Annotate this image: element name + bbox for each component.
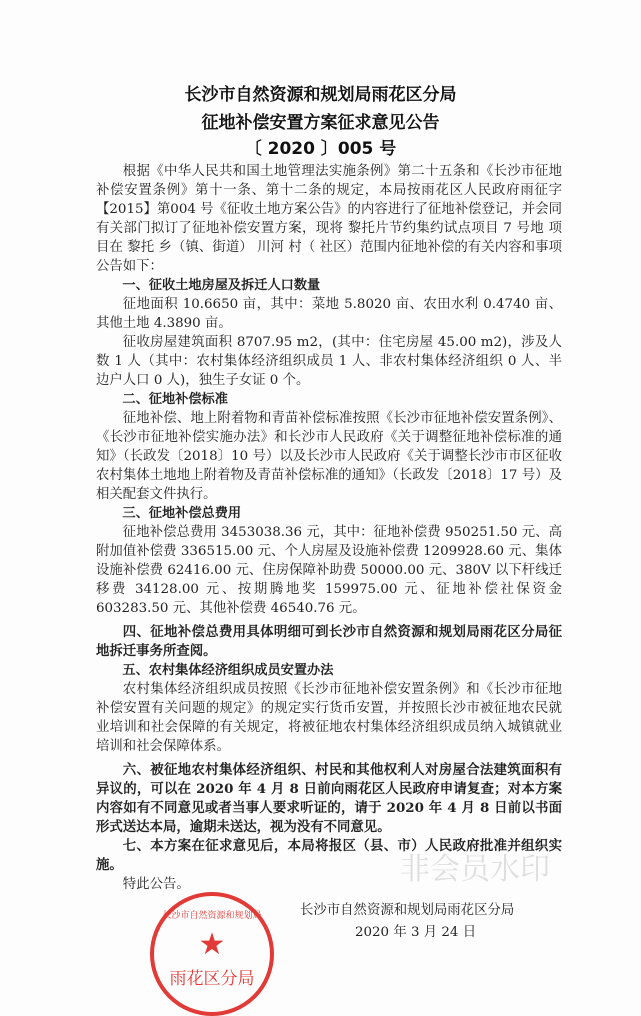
paragraph: 六、被征地农村集体经济组织、村民和其他权利人对房屋合法建筑面积有异议的，可以在 2020 年 4 月 8 日前向雨花区人民政府申请复查；对本方案内容如有不同意见或者当事人要求听证的，请于 2020 年 4 月 8 日前以书面形式送达本局，逾期未送达，视为没有不同意见。 (96, 762, 562, 835)
paragraph: 根据《中华人民共和国土地管理法实施条例》第二十五条和《长沙市征地补偿安置条例》第十一条、第十二条的规定，本局按雨花区人民政府雨征字【2015】第004 号《征收土地方案公告》的内容进行了征地补偿登记，并会同有关部门拟订了征地补偿安置方案，现将 黎托片节约集约试点项目 7 号地 项目在 黎托 乡（镇、街道） 川河 村（ 社区）范围内征地补偿的有关内容和事项公告如下： (96, 164, 562, 274)
paragraph: 征收房屋建筑面积 8707.95 m2，(其中：住宅房屋 45.00 m2)，涉及人数 1 人（其中：农村集体经济组织成员 1 人、非农村集体经济组织 0 人、半边户人口 0 人)，独生子女证 0 个。 (96, 335, 562, 388)
document-number: 〔 2020 〕005 号 (244, 139, 397, 159)
paragraph: 征地补偿总费用 3453038.36 元，其中：征地补偿费 950251.50 元、高附加值补偿费 336515.00 元、个人房屋及设施补偿费 1209928.60 元、集体设施补偿费 62416.00 元、住房保障补助费 50000.00 元、380V 以下杆线迁移费 34128.00 元、按期腾地奖 159975.00 元、征地补偿社保资金 603283.50 元、其他补偿费 46540.76 元。 (96, 525, 562, 616)
section-heading: 二、征地补偿标准 (122, 392, 228, 407)
title-line-2: 征地补偿安置方案征求意见公告 (201, 113, 440, 133)
paragraph: 特此公告。 (122, 877, 190, 892)
section-heading: 一、征收土地房屋及拆迁人口数量 (122, 278, 321, 293)
star-icon: ★ (198, 927, 226, 962)
paragraph: 七、本方案在征求意见后，本局将报区（县、市）人民政府批准并组织实施。 (96, 838, 562, 873)
document-body (96, 162, 562, 894)
title-line-1: 长沙市自然资源和规划局雨花区分局 (184, 85, 457, 105)
paragraph: 农村集体经济组织成员按照《长沙市征地补偿安置条例》和《长沙市征地补偿安置有关问题的规定》的规定实行货币安置，并按照长沙市被征地农民就业培训和社会保障的有关规定，将被征地农村集体经济组织成员纳入城镇就业培训和社会保障体系。 (96, 682, 562, 754)
seal-bottom-text: 雨花区分局 (169, 969, 255, 989)
signature-date: 2020 年 3 月 24 日 (355, 925, 477, 940)
watermark: 非会员水印 (400, 852, 550, 887)
section-heading: 三、征地补偿总费用 (122, 506, 242, 521)
signature-org: 长沙市自然资源和规划局雨花区分局 (300, 903, 515, 918)
paragraph: 四、征地补偿总费用具体明细可到长沙市自然资源和规划局雨花区分局征地拆迁事务所查阅。 (96, 624, 562, 659)
section-heading: 五、农村集体经济组织成员安置办法 (122, 663, 334, 678)
paragraph: 征地补偿、地上附着物和青苗补偿标准按照《长沙市征地补偿安置条例》、《长沙市征地补偿实施办法》和长沙市人民政府《关于调整征地补偿标准的通知》（长政发〔2018〕10 号）以及长沙市人民政府《关于调整长沙市市区征收农村集体土地地上附着物及青苗补偿标准的通知》（长政发〔2018〕17 号）及相关配套文件执行。 (96, 411, 562, 502)
paragraph: 征地面积 10.6650 亩，其中：菜地 5.8020 亩、农田水利 0.4740 亩、其他土地 4.3890 亩。 (96, 297, 562, 331)
official-seal (150, 892, 274, 1016)
seal-arc-text: 长沙市自然资源和规划局 (162, 911, 262, 921)
